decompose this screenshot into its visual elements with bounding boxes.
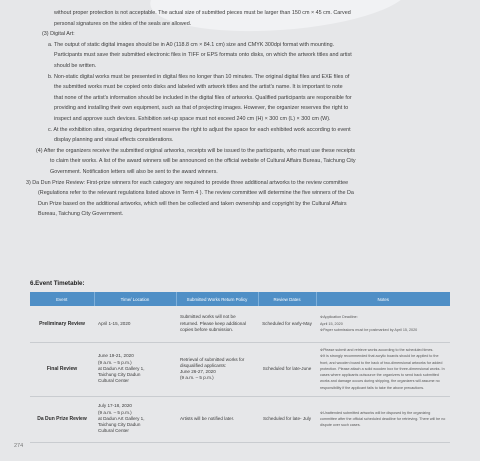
paragraph: to claim their works. A list of the award winners will be announced on the official website of Cultural Affairs Bureau, Taichung City xyxy=(50,158,356,165)
table-row xyxy=(30,306,450,342)
column-header: Notes xyxy=(316,292,450,306)
paragraph: b. Non-static digital works must be presented in digital files no longer than 10 minutes. The original digital files and EXE files of xyxy=(48,73,350,80)
review-dates-cell: Scheduled for early-May xyxy=(258,306,316,342)
paragraph: providing and installing their own equipment, such as that of projecting images. However, the organizer reserves the right to xyxy=(54,105,349,112)
paragraph: display planning and visual effects considerations. xyxy=(54,137,174,144)
paragraph: Dun Prize based on the additional artworks, which will then be collected and taken ownership and copyright by the Cultural Affairs xyxy=(38,200,347,207)
table-header-row xyxy=(30,292,450,306)
notes-cell: ※Application Deadline: April 15, 2020 ※Paper submissions must be postmarked by April 15, 2020 xyxy=(316,306,450,342)
body-text xyxy=(24,8,464,220)
section-title: 6.Event Timetable: xyxy=(30,280,85,287)
table-row xyxy=(30,396,450,442)
time-location-cell: July 17-18, 2020 (9 a.m. – 5 p.m.) at Dadun Art Gallery 1, Taichung City Dadun Cultural Center xyxy=(94,396,176,442)
notes-cell: ※Unattended submitted artworks will be disposed by the organizing committee after the official scheduled deadline for retrieving. There will be no dispute over such cases. xyxy=(316,396,450,442)
paragraph: (3) Digital Art: xyxy=(42,31,75,38)
column-header: Event xyxy=(30,292,94,306)
event-cell: Final Review xyxy=(30,342,94,396)
time-location-cell: June 19-21, 2020 (9 a.m. – 5 p.m.) at Dadun Art Gallery 1, Taichung City Dadun Cultural Center xyxy=(94,342,176,396)
column-header: Time/ Location xyxy=(94,292,176,306)
paragraph: (Regulations refer to the relevant regulations listed above in Term 4 ). The review committee will determine the five winners of the Da xyxy=(38,190,354,197)
paragraph: a. The output of static digital images should be in A0 (118.8 cm × 84.1 cm) size and CMYK 300dpi format with mounting. xyxy=(48,41,335,48)
paragraph: c. At the exhibition sites, organizing department reserve the right to adjust the space for each exhibited work according to event xyxy=(48,126,351,133)
paragraph: 3) Da Dun Prize Review: First-prize winners for each category are required to provide three additional artworks to the review committee xyxy=(26,179,349,186)
notes-cell: ※Please submit and retrieve works according to the scheduled times. ※It is strongly recommended that acrylic boards should be applied to the front, and wooden board to the back of two-dimensional artworks for added protection. Please attach a solid wooden box for three-dimensional works. In cases where applicants outsource the organizers to send back submitted works and damage occurs during shipping, the organizers will assume no responsibility if the applicant fails to take the above precautions. xyxy=(316,342,450,396)
paragraph: (4) After the organizers receive the submitted original artworks, receipts will be issued to the participants, who must use these receipts xyxy=(36,147,356,154)
paragraph: that none of the artist's information should be included in the digital files of artworks. Qualified participants are responsible for xyxy=(54,94,352,101)
paragraph: inspect and approve such devices. Exhibition set-up space must not exceed 240 cm (H) × 300 cm (L) × 300 cm (W). xyxy=(54,115,331,122)
event-cell: Da Dun Prize Review xyxy=(30,396,94,442)
return-policy-cell: Artists will be notified later. xyxy=(176,396,258,442)
paragraph: Government. Notification letters will also be sent to the award winners. xyxy=(50,168,218,175)
return-policy-cell: Submitted works will not be returned. Please keep additional copies before submission. xyxy=(176,306,258,342)
paragraph: Bureau, Taichung City Government. xyxy=(38,211,124,218)
return-policy-cell: Retrieval of submitted works for disqualified applicants: June 26-27, 2020 (9 a.m. – 5 p.m.) xyxy=(176,342,258,396)
paragraph: the submitted works must be copied onto disks and labeled with artwork titles and the artist's name. It is important to note xyxy=(54,84,343,91)
review-dates-cell: Scheduled for late-June xyxy=(258,342,316,396)
page-number: 274 xyxy=(14,443,24,449)
event-cell: Preliminary Review xyxy=(30,306,94,342)
column-header: Submitted Works Return Policy xyxy=(176,292,258,306)
time-location-cell: April 1-15, 2020 xyxy=(94,306,176,342)
column-header: Review Dates xyxy=(258,292,316,306)
table-row xyxy=(30,342,450,396)
review-dates-cell: Scheduled for late- July xyxy=(258,396,316,442)
paragraph: Participants must save their submitted electronic files in TIFF or EPS formats onto disks, on which the artwork titles and artist xyxy=(54,52,352,59)
paragraph: without proper protection is not acceptable. The actual size of submitted pieces must be larger than 150 cm × 45 cm. Carved xyxy=(54,10,351,16)
event-timetable xyxy=(30,292,450,443)
paragraph: personal signatures on the sides of the seals are allowed. xyxy=(54,20,192,27)
paragraph: should be written. xyxy=(54,62,97,69)
